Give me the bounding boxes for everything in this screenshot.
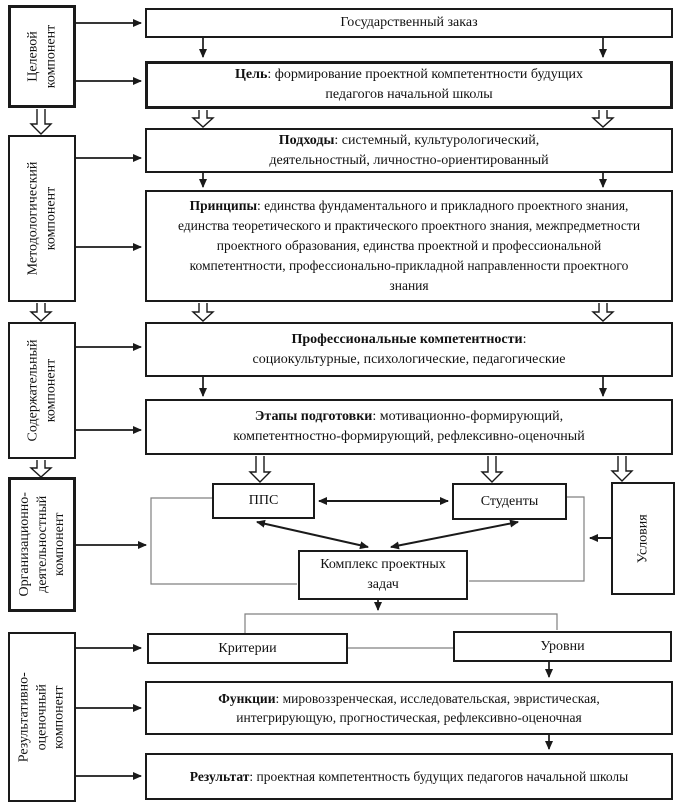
component-box-content — [8, 322, 76, 459]
double-arrow-stages-to-conditions — [612, 456, 632, 481]
functions-keyword: Функции — [218, 690, 276, 706]
functions-text: Функции: мировоззренческая, исследовательская, эвристическая, интегрирующую, прогностическая, рефлексивно-оценочная — [218, 690, 600, 725]
approaches-text: Подходы: системный, культурологический, деятельностный, личностно-ориентированный — [269, 132, 549, 168]
result-keyword: Результат — [189, 768, 250, 784]
box-state-order — [145, 8, 673, 38]
component-link-arrows — [76, 23, 146, 776]
box-students — [452, 483, 567, 520]
stages-keyword: Этапы подготовки — [254, 409, 373, 425]
double-arrow-stages-to-pps — [250, 456, 270, 482]
double-arrow-content-to-org — [31, 460, 51, 477]
goal-text: Цель: формирование проектной компетентности будущих педагогов начальной школы — [234, 67, 583, 102]
component-label-resultative: Результативно-оценочный компонент — [16, 672, 67, 762]
principles-keyword: Принципы — [189, 198, 258, 213]
box-pps — [212, 483, 315, 519]
arrow-pps-complex — [257, 522, 368, 547]
box-principles — [145, 190, 673, 302]
box-stages — [145, 399, 673, 455]
arrow-students-complex — [391, 522, 518, 547]
students-text: Студенты — [480, 493, 539, 509]
box-goal — [145, 61, 673, 109]
component-label-methodological: Методологический компонент — [25, 161, 58, 276]
task-complex-text: Комплекс проектных задач — [320, 557, 446, 592]
component-box-methodological — [8, 135, 76, 302]
goal-keyword: Цель — [234, 67, 268, 83]
double-arrow-target-to-method — [31, 109, 51, 134]
box-functions — [145, 681, 673, 735]
component-box-target — [8, 5, 76, 108]
component-label-content: Содержательный компонент — [25, 339, 59, 442]
stages-text: Этапы подготовки: мотивационно-формирующий, компетентностно-формирующий, рефлексивно-оценочный — [233, 409, 585, 444]
double-arrow-method-to-content — [31, 303, 51, 321]
box-levels — [453, 631, 672, 662]
criteria-text: Критерии — [218, 640, 277, 656]
box-task-complex — [298, 550, 468, 600]
conditions-text: Условия — [635, 514, 651, 563]
principles-text: Принципы: единства фундаментального и прикладного проектного знания, единства теоретического и практического проектного знания, межпредметности проектного образования, единства проектной и профессиональной компетентности, профессионально-прикладной направленности проектного знания — [177, 198, 641, 293]
box-result — [145, 753, 673, 800]
double-arrow-principles-to-competencies-right — [593, 303, 613, 321]
box-conditions — [611, 482, 675, 595]
double-arrow-goal-to-approaches-left — [193, 110, 213, 127]
double-arrow-stages-to-students — [482, 456, 502, 482]
competencies-title: Профессиональные компетентности: — [291, 331, 527, 347]
result-text: Результат: проектная компетентность будущих педагогов начальной школы — [189, 768, 629, 784]
state-order-text: Государственный заказ — [340, 15, 478, 31]
approaches-keyword: Подходы — [278, 132, 335, 148]
double-arrow-goal-to-approaches-right — [593, 110, 613, 127]
box-criteria — [147, 633, 348, 664]
component-box-resultative — [8, 632, 76, 802]
box-approaches — [145, 128, 673, 173]
component-label-target: Целевой компонент — [25, 24, 58, 89]
levels-text: Уровни — [540, 638, 585, 654]
competencies-text — [253, 330, 566, 370]
competencies-body: социокультурные, психологические, педагогические — [252, 351, 566, 367]
component-label-organizational: Организационно-деятельностный компонент — [16, 492, 67, 597]
component-box-organizational — [8, 477, 76, 612]
pps-text: ППС — [248, 493, 279, 509]
box-competencies — [145, 322, 673, 377]
double-arrow-principles-to-competencies-left — [193, 303, 213, 321]
